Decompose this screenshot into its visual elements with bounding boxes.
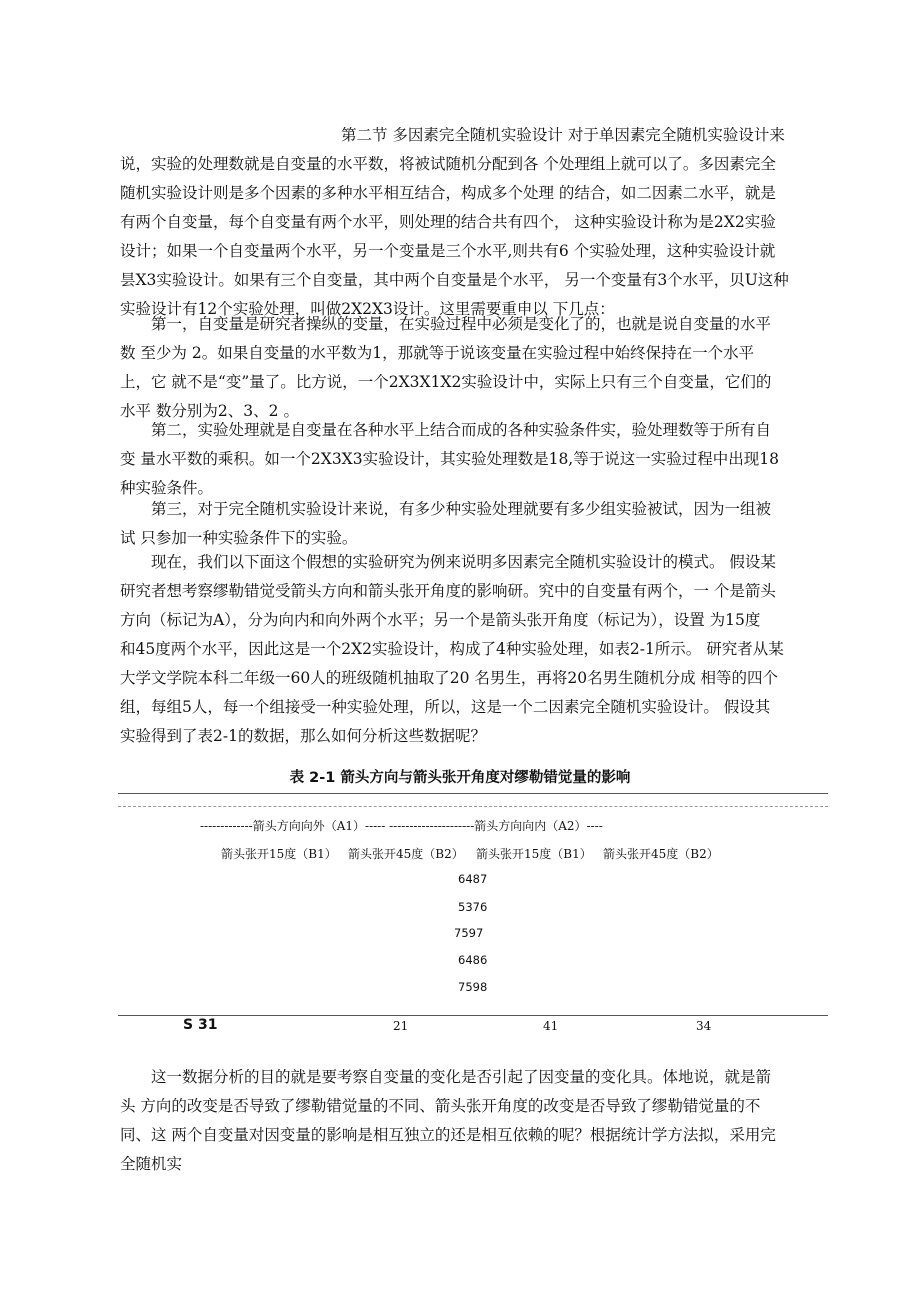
text-line: 种实验条件。 bbox=[120, 479, 214, 497]
table-title: 表 2-1 箭头方向与箭头张开角度对缪勒错觉量的影响 bbox=[289, 770, 631, 786]
point-three-paragraph bbox=[120, 495, 830, 553]
point-two-paragraph bbox=[120, 416, 830, 503]
table-sum-value: 41 bbox=[543, 1019, 559, 1033]
table-data-row: 7598 bbox=[458, 980, 488, 994]
table-data-row: 6487 bbox=[458, 872, 488, 886]
text-line: 说，实验的处理数就是自变量的水平数，将被试随机分配到各 个处理组上就可以了。多因素完全 bbox=[120, 155, 776, 173]
table-sub-header: 箭头张开45度（B2） bbox=[348, 847, 464, 861]
table-top-rule bbox=[118, 793, 828, 794]
text-line: 随机实验设计则是多个因素的多种水平相互结合，构成多个处理 的结合，如二因素二水平，就是 bbox=[120, 184, 776, 202]
table-group-header: -------------箭头方向向外（A1）----- ---------------------箭头方向向内（A2）---- bbox=[200, 819, 603, 833]
intro-paragraph bbox=[120, 121, 830, 324]
text-line: 同、这 两个自变量对因变量的影响是相互独立的还是相互依赖的呢？根据统计学方法拟，采用完 bbox=[120, 1126, 776, 1144]
table-sub-header: 箭头张开45度（B2） bbox=[603, 847, 719, 861]
table-sum-value: 21 bbox=[393, 1019, 409, 1033]
text-line: 现在，我们以下面这个假想的实验研究为例来说明多因素完全随机实验设计的模式。 假设某 bbox=[151, 553, 776, 571]
table-bottom-rule bbox=[118, 1015, 828, 1016]
table-sum-value: 34 bbox=[696, 1019, 712, 1033]
text-line: 方向（标记为A），分为向内和向外两个水平；另一个是箭头张开角度（标记为），设置 为15度 bbox=[120, 611, 761, 629]
table-top-rule-secondary bbox=[118, 806, 828, 807]
text-line: 有两个自变量，每个自变量有两个水平，则处理的结合共有四个， 这种实验设计称为是2X2实验 bbox=[120, 213, 776, 231]
text-line: 第二，实验处理就是自变量在各种水平上结合而成的各种实验条件实，验处理数等于所有自 bbox=[151, 421, 772, 439]
text-line: 设计；如果一个自变量两个水平，另一个变量是三个水平,则共有6 个实验处理，这种实验设计就 bbox=[120, 242, 776, 260]
text-line: 第一，自变量是研究者操纵的变量，在实验过程中必须是变化了的，也就是说自变量的水平 bbox=[151, 315, 772, 333]
text-line: 大学文学院本科二年级一60人的班级随机抽取了20 名男生，再将20名男生随机分成 相等的四个 bbox=[120, 669, 779, 687]
text-line: 第二节 多因素完全随机实验设计 对于单因素完全随机实验设计来 bbox=[341, 126, 785, 144]
example-paragraph bbox=[120, 548, 830, 751]
text-line: 组，每组5人，每一个组接受一种实验处理，所以，这是一个二因素完全随机实验设计。 假设其 bbox=[120, 698, 771, 716]
closing-paragraph bbox=[120, 1063, 830, 1179]
table-data-row: 7597 bbox=[454, 926, 484, 940]
text-line: 这一数据分析的目的就是要考察自变量的变化是否引起了因变量的变化具。体地说，就是箭 bbox=[151, 1068, 772, 1086]
text-line: 头 方向的改变是否导致了缪勒错觉量的不同、箭头张开角度的改变是否导致了缪勒错觉量的不 bbox=[120, 1097, 761, 1115]
table-data-row: 6486 bbox=[458, 953, 488, 967]
text-line: 实验得到了表2-1的数据，那么如何分析这些数据呢？ bbox=[120, 727, 486, 745]
text-line: 和45度两个水平，因此这是一个2X2实验设计，构成了4种实验处理，如表2-1所示。 研究者从某 bbox=[120, 640, 784, 658]
text-line: 上，它 就不是“变”量了。比方说，一个2X3X1X2实验设计中，实际上只有三个自变量，它们的 bbox=[120, 373, 772, 391]
text-line: 昙X3实验设计。如果有三个自变量，其中两个自变量是个水平， 另一个变量有3个水平，贝U这种 bbox=[120, 271, 789, 289]
text-line: 数 至少为 2。如果自变量的水平数为1，那就等于说该变量在实验过程中始终保持在一个水平 bbox=[120, 344, 755, 362]
table-sub-header: 箭头张开15度（B1） bbox=[221, 847, 337, 861]
text-line: 实验设计有12个实验处理，叫做2X2X3设计。这里需要重申以 下几点： bbox=[120, 300, 615, 318]
point-one-paragraph bbox=[120, 310, 830, 426]
text-line: 变 量水平数的乘积。如一个2X3X3实验设计，其实验处理数是18,等于说这一实验过程中出现18 bbox=[120, 450, 779, 468]
text-line: 试 只参加一种实验条件下的实验。 bbox=[120, 529, 358, 547]
table-sub-header: 箭头张开15度（B1） bbox=[476, 847, 592, 861]
text-line: 第三，对于完全随机实验设计来说，有多少种实验处理就要有多少组实验被试，因为一组被 bbox=[151, 500, 772, 518]
table-sum-label: S 31 bbox=[183, 1017, 218, 1033]
table-data-row: 5376 bbox=[458, 900, 488, 914]
text-line: 水平 数分别为2、3、2 。 bbox=[120, 402, 299, 420]
text-line: 全随机实 bbox=[120, 1155, 183, 1173]
text-line: 研究者想考察缪勒错觉受箭头方向和箭头张开角度的影响研。究中的自变量有两个，一 个是箭头 bbox=[120, 582, 776, 600]
